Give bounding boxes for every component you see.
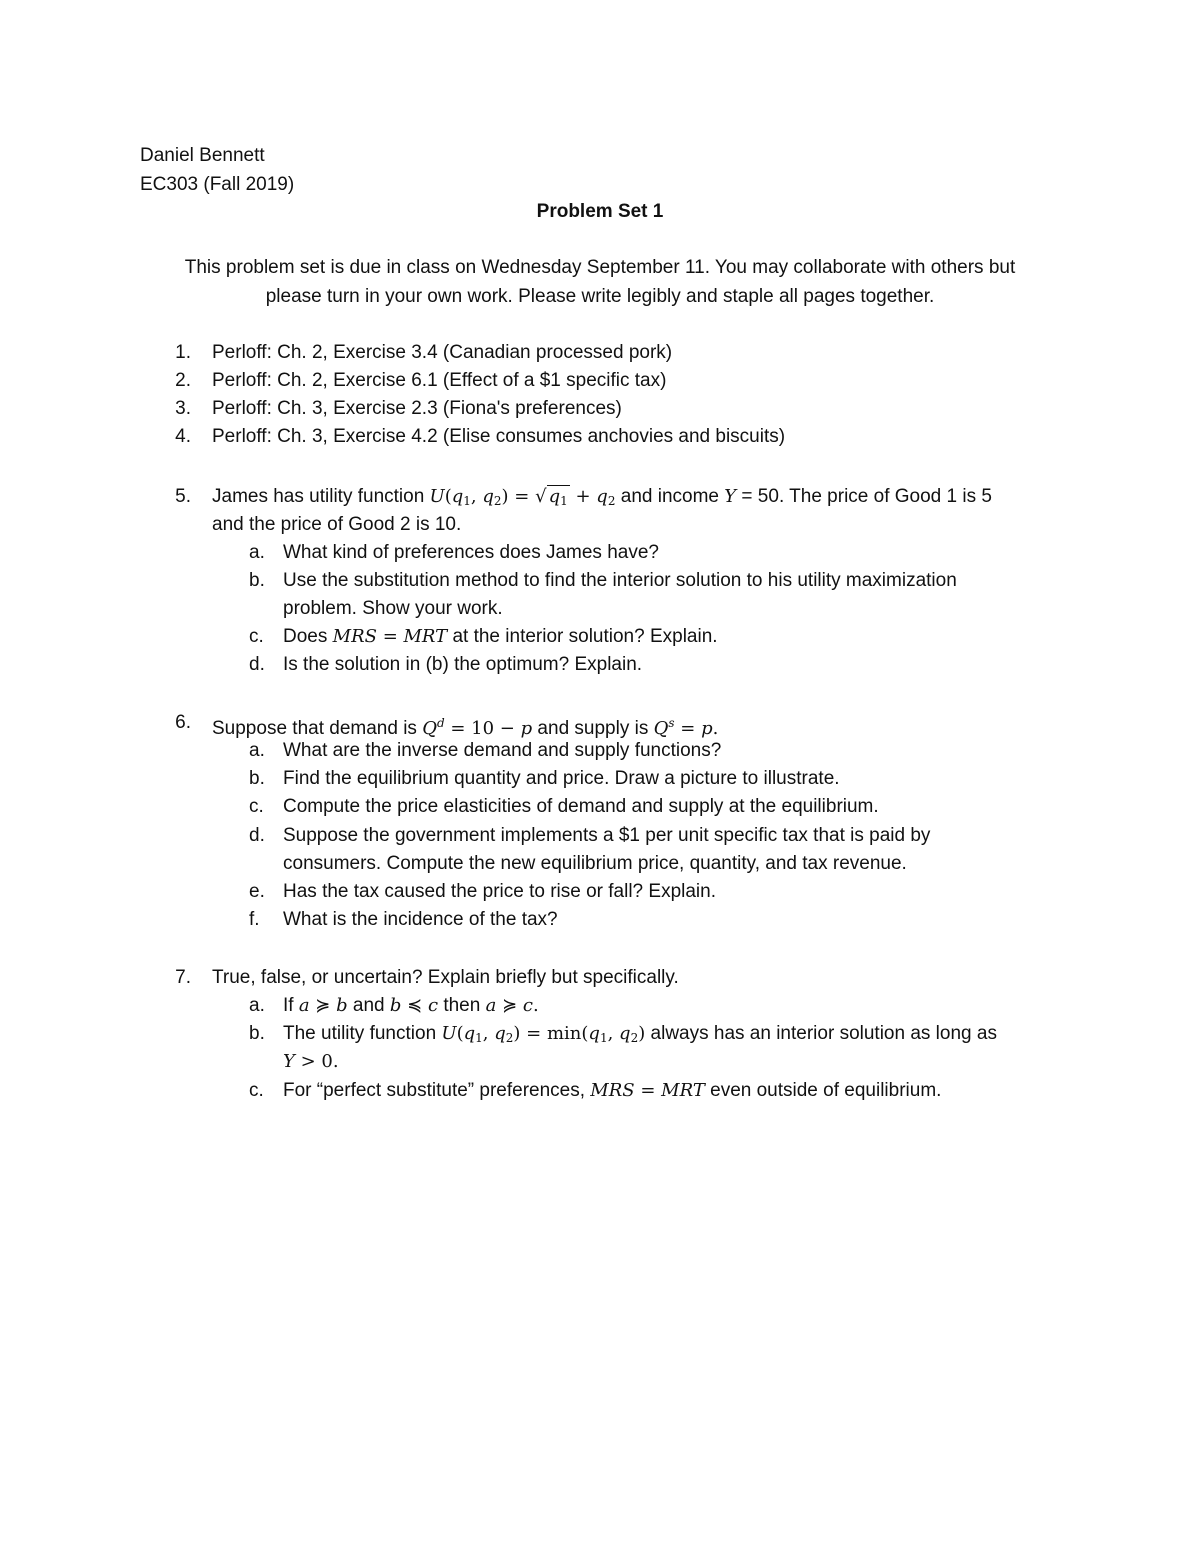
sub-label: b. — [249, 768, 265, 789]
sub-question: For “perfect substitute” preferences, MRS = MRT even outside of equilibrium. — [283, 1080, 942, 1101]
list-item: Perloff: Ch. 3, Exercise 4.2 (Elise consumes anchovies and biscuits) — [212, 426, 786, 447]
sub-question-continued: consumers. Compute the new equilibrium price, quantity, and tax revenue. — [283, 853, 907, 874]
question-number: 7. — [175, 967, 191, 988]
list-item: Perloff: Ch. 2, Exercise 3.4 (Canadian processed pork) — [212, 342, 673, 363]
sub-question: What is the incidence of the tax? — [283, 909, 558, 930]
sub-label: b. — [249, 570, 265, 591]
sub-label: c. — [249, 1080, 264, 1101]
sub-question: If a ≽ b and b ≼ c then a ≽ c. — [283, 995, 539, 1016]
sub-label: b. — [249, 1023, 265, 1044]
list-number: 1. — [175, 342, 191, 363]
question-text: Suppose that demand is $Q^d = 10 - p$ and supply is $Q^s = p$. — [212, 716, 719, 739]
sub-question: Use the substitution method to find the interior solution to his utility maximization — [283, 570, 957, 591]
sub-label: c. — [249, 796, 264, 817]
page-title: Problem Set 1 — [536, 201, 664, 222]
sub-question-continued: Y > 0. — [283, 1051, 339, 1072]
list-item: Perloff: Ch. 2, Exercise 6.1 (Effect of a $1 specific tax) — [212, 370, 667, 391]
sub-label: a. — [249, 995, 265, 1016]
list-item: Perloff: Ch. 3, Exercise 2.3 (Fiona's preferences) — [212, 398, 622, 419]
question-text: True, false, or uncertain? Explain briefly but specifically. — [212, 967, 679, 988]
sub-question: Find the equilibrium quantity and price. Draw a picture to illustrate. — [283, 768, 840, 789]
sub-label: d. — [249, 825, 265, 846]
list-number: 3. — [175, 398, 191, 419]
sub-question: What kind of preferences does James have? — [283, 542, 659, 563]
course-name: EC303 (Fall 2019) — [140, 174, 295, 195]
sub-label: e. — [249, 881, 265, 902]
intro-line-2: please turn in your own work. Please write legibly and staple all pages together. — [265, 286, 935, 307]
sub-question-continued: problem. Show your work. — [283, 598, 503, 619]
sub-question: Is the solution in (b) the optimum? Explain. — [283, 654, 643, 675]
sub-question: The utility function $U(q_1$, $q_2) = \min(q_1$, $q_2$) always has an interior solution as long as — [283, 1023, 997, 1045]
question-text: James has utility function $U(q_1$, $q_2$) = √ $q_1 + q_2$ and income Y = 50. The price of Good 1 is 5 — [212, 486, 992, 508]
utility-formula: U — [429, 486, 445, 507]
question-number: 5. — [175, 486, 191, 507]
sub-label: c. — [249, 626, 264, 647]
sub-label: a. — [249, 542, 265, 563]
author-name: Daniel Bennett — [140, 145, 265, 166]
sub-question: Has the tax caused the price to rise or fall? Explain. — [283, 881, 717, 902]
sub-label: f. — [249, 909, 260, 930]
list-number: 4. — [175, 426, 191, 447]
sub-label: a. — [249, 740, 265, 761]
intro-line-1: This problem set is due in class on Wednesday September 11. You may collaborate with others but — [184, 257, 1016, 278]
sub-question: Does MRS = MRT at the interior solution? Explain. — [283, 626, 718, 647]
list-number: 2. — [175, 370, 191, 391]
question-number: 6. — [175, 712, 191, 733]
question-text-continued: and the price of Good 2 is 10. — [212, 514, 462, 535]
sub-question: What are the inverse demand and supply functions? — [283, 740, 722, 761]
sub-label: d. — [249, 654, 265, 675]
sub-question: Suppose the government implements a $1 per unit specific tax that is paid by — [283, 825, 931, 846]
sub-question: Compute the price elasticities of demand and supply at the equilibrium. — [283, 796, 879, 817]
